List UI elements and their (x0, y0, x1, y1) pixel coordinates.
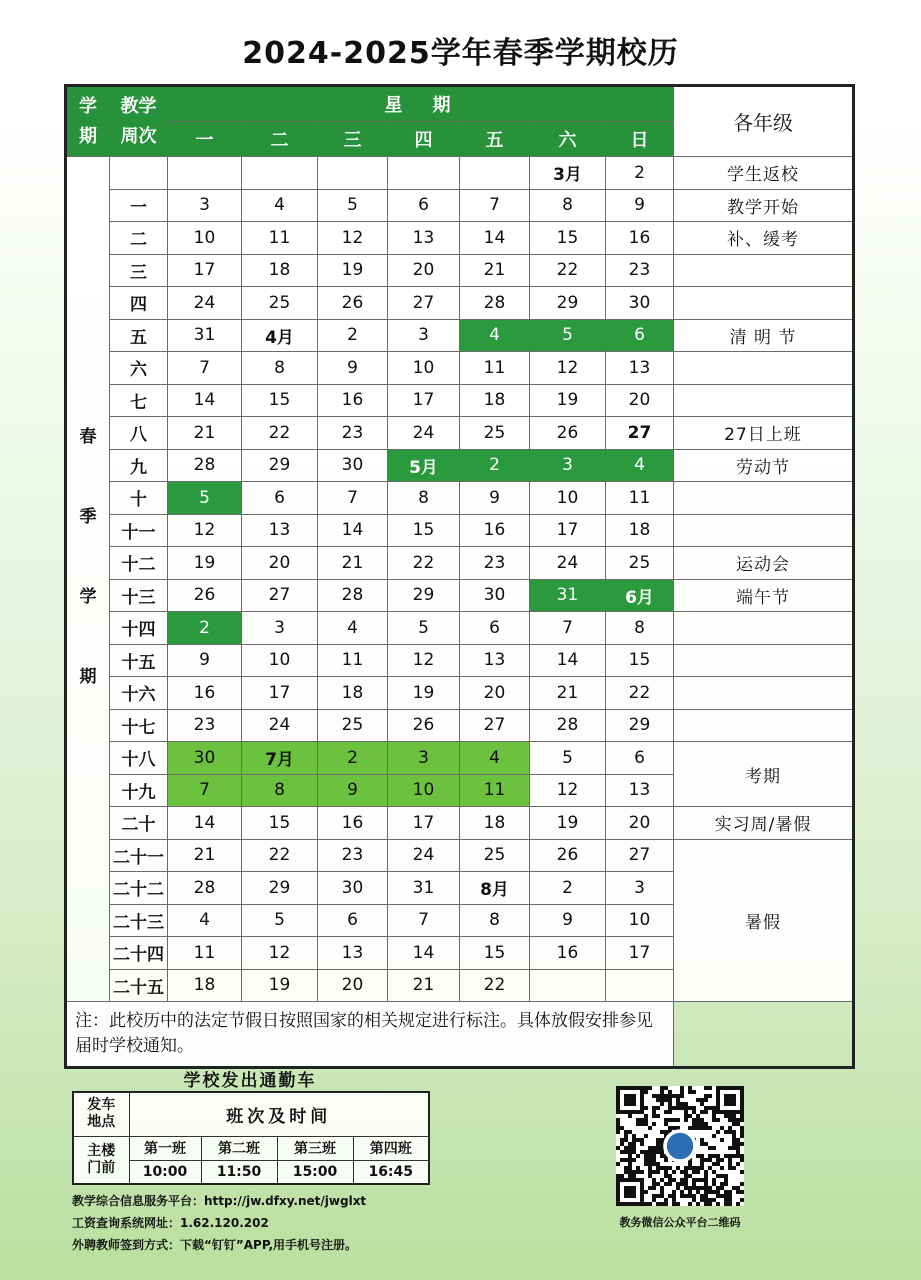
week-number: 二十二 (110, 872, 168, 905)
day-cell: 16 (318, 384, 388, 417)
day-cell: 18 (606, 514, 674, 547)
event-cell: 运动会 (674, 547, 854, 580)
day-cell: 5 (530, 319, 606, 352)
semester-label-char: 季 (79, 507, 97, 527)
shift-label: 第一班 (129, 1136, 201, 1160)
day-cell: 6月 (606, 579, 674, 612)
day-cell: 5 (318, 189, 388, 222)
day-cell: 8月 (460, 872, 530, 905)
event-cell (674, 644, 854, 677)
day-cell: 30 (318, 872, 388, 905)
day-cell: 6 (606, 319, 674, 352)
day-cell: 31 (530, 579, 606, 612)
day-cell: 28 (530, 709, 606, 742)
footnote: 注：此校历中的法定节假日按照国家的相关规定进行标注。具体放假安排参见届时学校通知。 (66, 1002, 674, 1068)
day-cell: 14 (530, 644, 606, 677)
calendar-row (66, 677, 854, 710)
week-number: 二十一 (110, 839, 168, 872)
day-cell: 28 (168, 872, 242, 905)
calendar-row (66, 254, 854, 287)
day-cell: 29 (388, 579, 460, 612)
day-cell: 23 (460, 547, 530, 580)
day-cell: 26 (530, 839, 606, 872)
day-cell: 20 (606, 384, 674, 417)
day-cell: 2 (318, 319, 388, 352)
day-cell: 11 (318, 644, 388, 677)
semester-label-char: 春 (79, 427, 97, 447)
day-cell: 7 (168, 352, 242, 385)
day-cell: 27 (606, 417, 674, 450)
event-cell (674, 709, 854, 742)
event-cell: 教学开始 (674, 189, 854, 222)
day-cell: 31 (168, 319, 242, 352)
day-cell: 14 (318, 514, 388, 547)
day-cell: 15 (388, 514, 460, 547)
semester-label-char: 期 (79, 667, 97, 687)
event-cell (674, 254, 854, 287)
day-cell: 19 (388, 677, 460, 710)
day-cell: 7 (530, 612, 606, 645)
day-cell: 20 (388, 254, 460, 287)
day-cell: 5 (388, 612, 460, 645)
week-number: 十四 (110, 612, 168, 645)
day-cell: 16 (606, 222, 674, 255)
day-cell: 11 (242, 222, 318, 255)
weekday-header: 三 (318, 122, 388, 157)
day-cell: 12 (242, 937, 318, 970)
calendar-row (66, 417, 854, 450)
day-cell: 30 (606, 287, 674, 320)
day-cell: 8 (388, 482, 460, 515)
day-cell: 4 (168, 904, 242, 937)
day-cell: 25 (242, 287, 318, 320)
day-cell: 17 (530, 514, 606, 547)
day-cell: 2 (318, 742, 388, 775)
calendar-row (66, 644, 854, 677)
day-cell: 11 (168, 937, 242, 970)
calendar-row (66, 222, 854, 255)
day-cell: 4 (318, 612, 388, 645)
day-cell: 13 (606, 352, 674, 385)
day-cell: 19 (242, 969, 318, 1002)
day-cell: 22 (606, 677, 674, 710)
day-cell: 22 (460, 969, 530, 1002)
calendar-row (66, 449, 854, 482)
week-header-line: 周次 (120, 125, 157, 147)
day-cell: 14 (168, 384, 242, 417)
event-cell: 27日上班 (674, 417, 854, 450)
week-number: 六 (110, 352, 168, 385)
day-cell: 8 (460, 904, 530, 937)
event-cell: 劳动节 (674, 449, 854, 482)
day-cell: 29 (530, 287, 606, 320)
shuttle-title: 学校发出通勤车 (183, 1071, 317, 1091)
day-cell: 27 (460, 709, 530, 742)
semester-header-line: 学 (79, 95, 97, 117)
day-cell: 15 (460, 937, 530, 970)
day-cell: 8 (242, 774, 318, 807)
day-cell: 13 (460, 644, 530, 677)
day-cell: 23 (606, 254, 674, 287)
calendar-row (66, 709, 854, 742)
week-number: 十二 (110, 547, 168, 580)
week-number: 十六 (110, 677, 168, 710)
shift-label: 第四班 (353, 1136, 429, 1160)
calendar-row (66, 157, 854, 190)
day-cell: 12 (530, 352, 606, 385)
week-number: 十九 (110, 774, 168, 807)
shift-time: 16:45 (353, 1160, 429, 1184)
qr-label: 教务微信公众平台二维码 (619, 1216, 741, 1229)
day-cell: 21 (168, 839, 242, 872)
day-cell: 16 (460, 514, 530, 547)
day-cell: 3 (388, 742, 460, 775)
day-cell: 30 (168, 742, 242, 775)
day-cell: 3 (530, 449, 606, 482)
day-cell: 26 (168, 579, 242, 612)
event-cell: 学生返校 (674, 157, 854, 190)
day-cell: 13 (388, 222, 460, 255)
day-cell: 13 (242, 514, 318, 547)
week-header (110, 86, 168, 157)
day-cell: 26 (388, 709, 460, 742)
departure-location-header: 发车 地点 (73, 1092, 129, 1136)
day-cell: 30 (460, 579, 530, 612)
shift-time: 15:00 (277, 1160, 353, 1184)
calendar-row (66, 189, 854, 222)
weekday-header: 四 (388, 122, 460, 157)
day-cell: 10 (168, 222, 242, 255)
calendar-row (66, 807, 854, 840)
event-cell (674, 287, 854, 320)
event-cell (674, 352, 854, 385)
day-cell (388, 157, 460, 190)
calendar-row (66, 547, 854, 580)
day-cell: 19 (530, 384, 606, 417)
week-number: 二十三 (110, 904, 168, 937)
shift-label: 第三班 (277, 1136, 353, 1160)
semester-header (66, 86, 110, 157)
day-cell: 22 (388, 547, 460, 580)
day-cell (318, 157, 388, 190)
calendar-row (66, 384, 854, 417)
event-cell (674, 384, 854, 417)
day-cell: 22 (242, 839, 318, 872)
week-number: 七 (110, 384, 168, 417)
day-cell: 10 (388, 774, 460, 807)
day-cell: 30 (318, 449, 388, 482)
day-cell: 21 (388, 969, 460, 1002)
day-cell: 4 (606, 449, 674, 482)
event-cell: 端午节 (674, 579, 854, 612)
info-line-signin: 外聘教师签到方式：下载“钉钉”APP,用手机号注册。 (72, 1238, 358, 1252)
calendar-row (66, 579, 854, 612)
week-number: 二十四 (110, 937, 168, 970)
day-cell: 18 (318, 677, 388, 710)
event-cell: 清 明 节 (674, 319, 854, 352)
day-cell: 18 (242, 254, 318, 287)
week-number: 十七 (110, 709, 168, 742)
day-cell: 24 (168, 287, 242, 320)
calendar-row (66, 612, 854, 645)
day-cell: 22 (530, 254, 606, 287)
day-cell: 21 (460, 254, 530, 287)
calendar-row (66, 742, 854, 775)
day-cell: 27 (388, 287, 460, 320)
day-cell: 17 (242, 677, 318, 710)
day-cell (606, 969, 674, 1002)
day-cell: 4 (460, 742, 530, 775)
week-number: 十八 (110, 742, 168, 775)
day-cell: 6 (606, 742, 674, 775)
day-cell: 23 (318, 839, 388, 872)
day-cell: 15 (242, 807, 318, 840)
day-cell: 15 (530, 222, 606, 255)
day-cell: 4 (460, 319, 530, 352)
calendar-row (66, 287, 854, 320)
event-cell (674, 677, 854, 710)
day-cell: 6 (318, 904, 388, 937)
event-cell (674, 482, 854, 515)
event-cell: 暑假 (674, 839, 854, 1002)
day-cell: 16 (530, 937, 606, 970)
semester-label (66, 157, 110, 1002)
info-line-portal: 教学综合信息服务平台：http://jw.dfxy.net/jwglxt (72, 1194, 367, 1208)
day-cell (530, 969, 606, 1002)
day-cell: 9 (530, 904, 606, 937)
day-cell: 25 (606, 547, 674, 580)
day-cell: 27 (242, 579, 318, 612)
shuttle-table (72, 1091, 430, 1185)
week-number: 十一 (110, 514, 168, 547)
day-cell: 28 (460, 287, 530, 320)
weekday-header: 六 (530, 122, 606, 157)
day-cell: 7 (168, 774, 242, 807)
week-number: 八 (110, 417, 168, 450)
day-cell: 23 (318, 417, 388, 450)
day-cell: 12 (318, 222, 388, 255)
day-cell: 18 (460, 807, 530, 840)
day-cell: 12 (530, 774, 606, 807)
day-cell: 29 (242, 449, 318, 482)
day-cell: 14 (460, 222, 530, 255)
day-cell: 10 (606, 904, 674, 937)
day-cell: 7 (318, 482, 388, 515)
departure-location: 主楼 门前 (73, 1136, 129, 1184)
week-number: 一 (110, 189, 168, 222)
day-cell: 9 (460, 482, 530, 515)
weekday-header: 五 (460, 122, 530, 157)
day-cell: 24 (530, 547, 606, 580)
day-cell: 8 (242, 352, 318, 385)
day-cell: 25 (318, 709, 388, 742)
grade-header: 各年级 (674, 86, 854, 157)
day-cell: 2 (606, 157, 674, 190)
day-cell: 31 (388, 872, 460, 905)
weekday-group-header: 星 期 (168, 86, 674, 122)
event-cell (674, 514, 854, 547)
day-cell: 7月 (242, 742, 318, 775)
day-cell: 18 (460, 384, 530, 417)
day-cell: 2 (530, 872, 606, 905)
day-cell: 17 (388, 384, 460, 417)
week-number: 九 (110, 449, 168, 482)
day-cell: 20 (318, 969, 388, 1002)
week-number: 二十 (110, 807, 168, 840)
calendar-row (66, 319, 854, 352)
weekday-header: 二 (242, 122, 318, 157)
day-cell: 5 (242, 904, 318, 937)
calendar-row (66, 514, 854, 547)
day-cell: 5月 (388, 449, 460, 482)
day-cell: 3 (168, 189, 242, 222)
day-cell: 9 (318, 352, 388, 385)
day-cell: 26 (318, 287, 388, 320)
day-cell: 16 (318, 807, 388, 840)
day-cell: 20 (606, 807, 674, 840)
day-cell: 6 (242, 482, 318, 515)
week-number: 四 (110, 287, 168, 320)
week-number: 十三 (110, 579, 168, 612)
week-number: 十五 (110, 644, 168, 677)
day-cell: 9 (318, 774, 388, 807)
day-cell: 9 (606, 189, 674, 222)
day-cell: 8 (530, 189, 606, 222)
day-cell: 15 (606, 644, 674, 677)
day-cell: 28 (318, 579, 388, 612)
day-cell: 14 (168, 807, 242, 840)
day-cell: 7 (460, 189, 530, 222)
day-cell (168, 157, 242, 190)
day-cell: 17 (168, 254, 242, 287)
day-cell (460, 157, 530, 190)
event-cell: 补、缓考 (674, 222, 854, 255)
day-cell: 15 (242, 384, 318, 417)
day-cell: 18 (168, 969, 242, 1002)
day-cell: 16 (168, 677, 242, 710)
day-cell: 14 (388, 937, 460, 970)
day-cell: 4月 (242, 319, 318, 352)
weekday-header: 一 (168, 122, 242, 157)
day-cell: 5 (530, 742, 606, 775)
day-cell: 24 (242, 709, 318, 742)
day-cell: 21 (530, 677, 606, 710)
day-cell: 24 (388, 839, 460, 872)
day-cell: 12 (168, 514, 242, 547)
calendar-table (64, 84, 855, 1069)
day-cell: 10 (242, 644, 318, 677)
semester-header-line: 期 (79, 125, 97, 147)
day-cell: 25 (460, 417, 530, 450)
day-cell: 13 (606, 774, 674, 807)
event-cell (674, 612, 854, 645)
day-cell: 28 (168, 449, 242, 482)
schedule-header: 班次及时间 (129, 1092, 429, 1136)
week-number: 五 (110, 319, 168, 352)
calendar-row (66, 482, 854, 515)
week-number: 二十五 (110, 969, 168, 1002)
day-cell: 8 (606, 612, 674, 645)
day-cell: 20 (460, 677, 530, 710)
event-cell: 考期 (674, 742, 854, 807)
day-cell: 11 (460, 774, 530, 807)
shift-time: 10:00 (129, 1160, 201, 1184)
weekday-header: 日 (606, 122, 674, 157)
day-cell: 21 (168, 417, 242, 450)
week-number (110, 157, 168, 190)
page-title: 2024-2025学年春季学期校历 (242, 36, 679, 71)
day-cell: 17 (606, 937, 674, 970)
day-cell: 6 (388, 189, 460, 222)
day-cell: 3 (606, 872, 674, 905)
day-cell: 4 (242, 189, 318, 222)
week-number: 三 (110, 254, 168, 287)
day-cell: 11 (460, 352, 530, 385)
shift-label: 第二班 (201, 1136, 277, 1160)
day-cell: 3 (388, 319, 460, 352)
day-cell: 10 (388, 352, 460, 385)
day-cell: 7 (388, 904, 460, 937)
day-cell: 12 (388, 644, 460, 677)
info-line-salary: 工资查询系统网址：1.62.120.202 (72, 1216, 269, 1230)
day-cell: 27 (606, 839, 674, 872)
day-cell: 29 (242, 872, 318, 905)
day-cell: 22 (242, 417, 318, 450)
qr-code-icon[interactable] (616, 1086, 744, 1206)
day-cell: 20 (242, 547, 318, 580)
day-cell: 19 (318, 254, 388, 287)
day-cell: 23 (168, 709, 242, 742)
day-cell: 29 (606, 709, 674, 742)
day-cell: 17 (388, 807, 460, 840)
week-number: 十 (110, 482, 168, 515)
day-cell: 24 (388, 417, 460, 450)
week-number: 二 (110, 222, 168, 255)
event-cell: 实习周/暑假 (674, 807, 854, 840)
day-cell: 11 (606, 482, 674, 515)
semester-label-char: 学 (79, 587, 97, 607)
day-cell: 3 (242, 612, 318, 645)
day-cell: 6 (460, 612, 530, 645)
day-cell: 21 (318, 547, 388, 580)
day-cell: 13 (318, 937, 388, 970)
shift-time: 11:50 (201, 1160, 277, 1184)
day-cell: 2 (168, 612, 242, 645)
day-cell: 2 (460, 449, 530, 482)
day-cell: 25 (460, 839, 530, 872)
day-cell (242, 157, 318, 190)
week-header-line: 教学 (120, 95, 157, 117)
day-cell: 19 (168, 547, 242, 580)
day-cell: 19 (530, 807, 606, 840)
day-cell: 10 (530, 482, 606, 515)
calendar-row (66, 839, 854, 872)
day-cell: 26 (530, 417, 606, 450)
day-cell: 9 (168, 644, 242, 677)
calendar-row (66, 352, 854, 385)
day-cell: 5 (168, 482, 242, 515)
day-cell: 3月 (530, 157, 606, 190)
